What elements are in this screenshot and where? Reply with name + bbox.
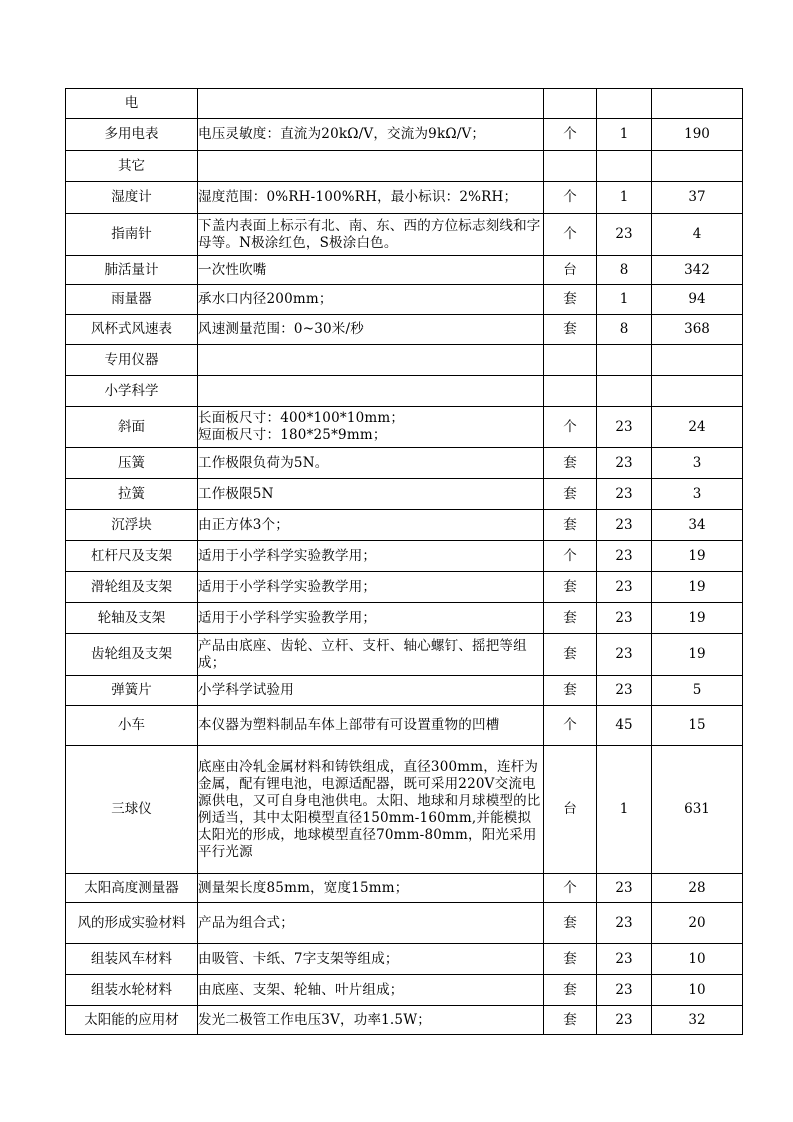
item-qty-cell: 23 [597, 407, 652, 448]
table-row [66, 151, 743, 182]
item-price-cell: 20 [652, 903, 743, 944]
item-name-cell: 太阳能的应用材 [66, 1006, 198, 1035]
item-qty-cell [597, 151, 652, 182]
item-name-cell: 风的形成实验材料 [66, 903, 198, 944]
item-spec-cell: 底座由冷轧金属材料和铸铁组成，直径300mm，连杆为金属，配有锂电池，电源适配器，既可采用220V交流电源供电，又可自身电池供电。太阳、地球和月球模型的比例适当，其中太阳模型直径150mm-160mm,并能模拟太阳光的形成，地球模型直径70mm-80mm，阳光采用平行光源 [198, 746, 544, 874]
item-price-cell: 19 [652, 572, 743, 603]
table-row [66, 903, 743, 944]
table-row [66, 214, 743, 256]
table-row [66, 182, 743, 214]
item-spec-cell: 湿度范围：0%RH-100%RH，最小标识：2%RH； [198, 182, 544, 214]
item-unit-cell [544, 151, 597, 182]
item-name-cell: 其它 [66, 151, 198, 182]
item-name-cell: 齿轮组及支架 [66, 634, 198, 676]
item-name-cell: 斜面 [66, 407, 198, 448]
table-row [66, 634, 743, 676]
item-qty-cell: 23 [597, 874, 652, 903]
item-unit-cell: 套 [544, 572, 597, 603]
table-row [66, 510, 743, 541]
item-qty-cell: 1 [597, 285, 652, 315]
item-spec-cell [198, 89, 544, 119]
item-unit-cell: 个 [544, 407, 597, 448]
item-unit-cell: 套 [544, 479, 597, 510]
item-name-cell: 滑轮组及支架 [66, 572, 198, 603]
item-qty-cell: 23 [597, 572, 652, 603]
item-unit-cell [544, 345, 597, 376]
table-row [66, 345, 743, 376]
item-name-cell: 三球仪 [66, 746, 198, 874]
item-spec-cell: 本仪器为塑料制品车体上部带有可设置重物的凹槽 [198, 706, 544, 746]
item-qty-cell [597, 89, 652, 119]
item-spec-cell: 下盖内表面上标示有北、南、东、西的方位标志刻线和字母等。N极涂红色，S极涂白色。 [198, 214, 544, 256]
item-unit-cell: 套 [544, 903, 597, 944]
item-name-cell: 小学科学 [66, 376, 198, 407]
item-spec-cell: 风速测量范围：0~30米/秒 [198, 315, 544, 345]
item-name-cell: 小车 [66, 706, 198, 746]
item-unit-cell: 台 [544, 746, 597, 874]
item-price-cell: 631 [652, 746, 743, 874]
table-row [66, 256, 743, 285]
item-price-cell [652, 376, 743, 407]
item-unit-cell: 个 [544, 874, 597, 903]
item-price-cell: 3 [652, 448, 743, 479]
item-qty-cell: 8 [597, 256, 652, 285]
item-unit-cell [544, 376, 597, 407]
item-qty-cell: 1 [597, 746, 652, 874]
item-unit-cell: 个 [544, 182, 597, 214]
item-qty-cell: 23 [597, 214, 652, 256]
table-row [66, 376, 743, 407]
item-unit-cell: 套 [544, 676, 597, 706]
item-name-cell: 风杯式风速表 [66, 315, 198, 345]
item-unit-cell: 套 [544, 1006, 597, 1035]
item-spec-cell: 适用于小学科学实验教学用； [198, 572, 544, 603]
item-qty-cell: 23 [597, 541, 652, 572]
item-name-cell: 雨量器 [66, 285, 198, 315]
item-unit-cell: 台 [544, 256, 597, 285]
item-name-cell: 弹簧片 [66, 676, 198, 706]
item-unit-cell: 套 [544, 944, 597, 975]
equipment-table [65, 88, 743, 1035]
item-price-cell: 342 [652, 256, 743, 285]
item-name-cell: 杠杆尺及支架 [66, 541, 198, 572]
item-price-cell: 19 [652, 634, 743, 676]
table-row [66, 874, 743, 903]
item-price-cell: 4 [652, 214, 743, 256]
table-row [66, 119, 743, 151]
table-row [66, 572, 743, 603]
item-name-cell: 专用仪器 [66, 345, 198, 376]
item-price-cell: 19 [652, 603, 743, 634]
item-spec-cell [198, 151, 544, 182]
item-qty-cell [597, 376, 652, 407]
table-row [66, 315, 743, 345]
item-price-cell: 24 [652, 407, 743, 448]
table-row [66, 407, 743, 448]
item-name-cell: 组装风车材料 [66, 944, 198, 975]
item-qty-cell [597, 345, 652, 376]
item-qty-cell: 8 [597, 315, 652, 345]
item-unit-cell: 个 [544, 541, 597, 572]
table-row [66, 285, 743, 315]
item-spec-cell [198, 376, 544, 407]
item-qty-cell: 23 [597, 903, 652, 944]
item-spec-cell: 由正方体3个； [198, 510, 544, 541]
item-unit-cell [544, 89, 597, 119]
item-price-cell [652, 89, 743, 119]
item-price-cell: 34 [652, 510, 743, 541]
item-qty-cell: 23 [597, 944, 652, 975]
item-spec-cell: 电压灵敏度：直流为20kΩ/V，交流为9kΩ/V； [198, 119, 544, 151]
item-name-cell: 太阳高度测量器 [66, 874, 198, 903]
item-name-cell: 沉浮块 [66, 510, 198, 541]
table-row [66, 676, 743, 706]
item-name-cell: 拉簧 [66, 479, 198, 510]
item-price-cell: 10 [652, 975, 743, 1006]
item-spec-cell: 由底座、支架、轮轴、叶片组成； [198, 975, 544, 1006]
table-row [66, 541, 743, 572]
item-name-cell: 组装水轮材料 [66, 975, 198, 1006]
item-price-cell: 5 [652, 676, 743, 706]
item-price-cell: 94 [652, 285, 743, 315]
item-spec-cell [198, 345, 544, 376]
item-name-cell: 湿度计 [66, 182, 198, 214]
item-spec-cell: 长面板尺寸：400*100*10mm； 短面板尺寸：180*25*9mm； [198, 407, 544, 448]
table-row [66, 603, 743, 634]
item-unit-cell: 套 [544, 510, 597, 541]
item-unit-cell: 个 [544, 214, 597, 256]
item-qty-cell: 23 [597, 1006, 652, 1035]
item-qty-cell: 45 [597, 706, 652, 746]
item-spec-cell: 小学科学试验用 [198, 676, 544, 706]
item-price-cell [652, 345, 743, 376]
item-name-cell: 多用电表 [66, 119, 198, 151]
item-spec-cell: 测量架长度85mm，宽度15mm； [198, 874, 544, 903]
item-unit-cell: 套 [544, 975, 597, 1006]
item-price-cell: 37 [652, 182, 743, 214]
item-name-cell: 压簧 [66, 448, 198, 479]
table-row [66, 479, 743, 510]
item-unit-cell: 套 [544, 315, 597, 345]
equipment-table-body [66, 89, 743, 1035]
table-row [66, 746, 743, 874]
item-qty-cell: 23 [597, 676, 652, 706]
item-price-cell [652, 151, 743, 182]
item-spec-cell: 工作极限5N [198, 479, 544, 510]
item-qty-cell: 23 [597, 448, 652, 479]
item-spec-cell: 承水口内径200mm； [198, 285, 544, 315]
item-unit-cell: 套 [544, 285, 597, 315]
item-price-cell: 28 [652, 874, 743, 903]
item-name-cell: 肺活量计 [66, 256, 198, 285]
item-qty-cell: 23 [597, 479, 652, 510]
table-row [66, 89, 743, 119]
item-unit-cell: 套 [544, 603, 597, 634]
table-row [66, 975, 743, 1006]
table-row [66, 448, 743, 479]
item-price-cell: 15 [652, 706, 743, 746]
item-qty-cell: 1 [597, 119, 652, 151]
item-unit-cell: 个 [544, 119, 597, 151]
item-qty-cell: 1 [597, 182, 652, 214]
item-unit-cell: 个 [544, 706, 597, 746]
table-row [66, 706, 743, 746]
item-name-cell: 电 [66, 89, 198, 119]
item-spec-cell: 产品为组合式； [198, 903, 544, 944]
item-spec-cell: 由吸管、卡纸、7字支架等组成； [198, 944, 544, 975]
item-unit-cell: 套 [544, 634, 597, 676]
item-spec-cell: 产品由底座、齿轮、立杆、支杆、轴心螺钉、摇把等组成； [198, 634, 544, 676]
item-spec-cell: 适用于小学科学实验教学用； [198, 541, 544, 572]
item-qty-cell: 23 [597, 975, 652, 1006]
item-qty-cell: 23 [597, 603, 652, 634]
item-spec-cell: 适用于小学科学实验教学用； [198, 603, 544, 634]
item-spec-cell: 一次性吹嘴 [198, 256, 544, 285]
item-price-cell: 368 [652, 315, 743, 345]
item-price-cell: 32 [652, 1006, 743, 1035]
item-spec-cell: 发光二极管工作电压3V，功率1.5W； [198, 1006, 544, 1035]
item-qty-cell: 23 [597, 510, 652, 541]
item-qty-cell: 23 [597, 634, 652, 676]
item-price-cell: 10 [652, 944, 743, 975]
item-price-cell: 190 [652, 119, 743, 151]
item-unit-cell: 套 [544, 448, 597, 479]
table-row [66, 944, 743, 975]
item-price-cell: 3 [652, 479, 743, 510]
item-name-cell: 轮轴及支架 [66, 603, 198, 634]
item-spec-cell: 工作极限负荷为5N。 [198, 448, 544, 479]
table-row [66, 1006, 743, 1035]
item-name-cell: 指南针 [66, 214, 198, 256]
item-price-cell: 19 [652, 541, 743, 572]
